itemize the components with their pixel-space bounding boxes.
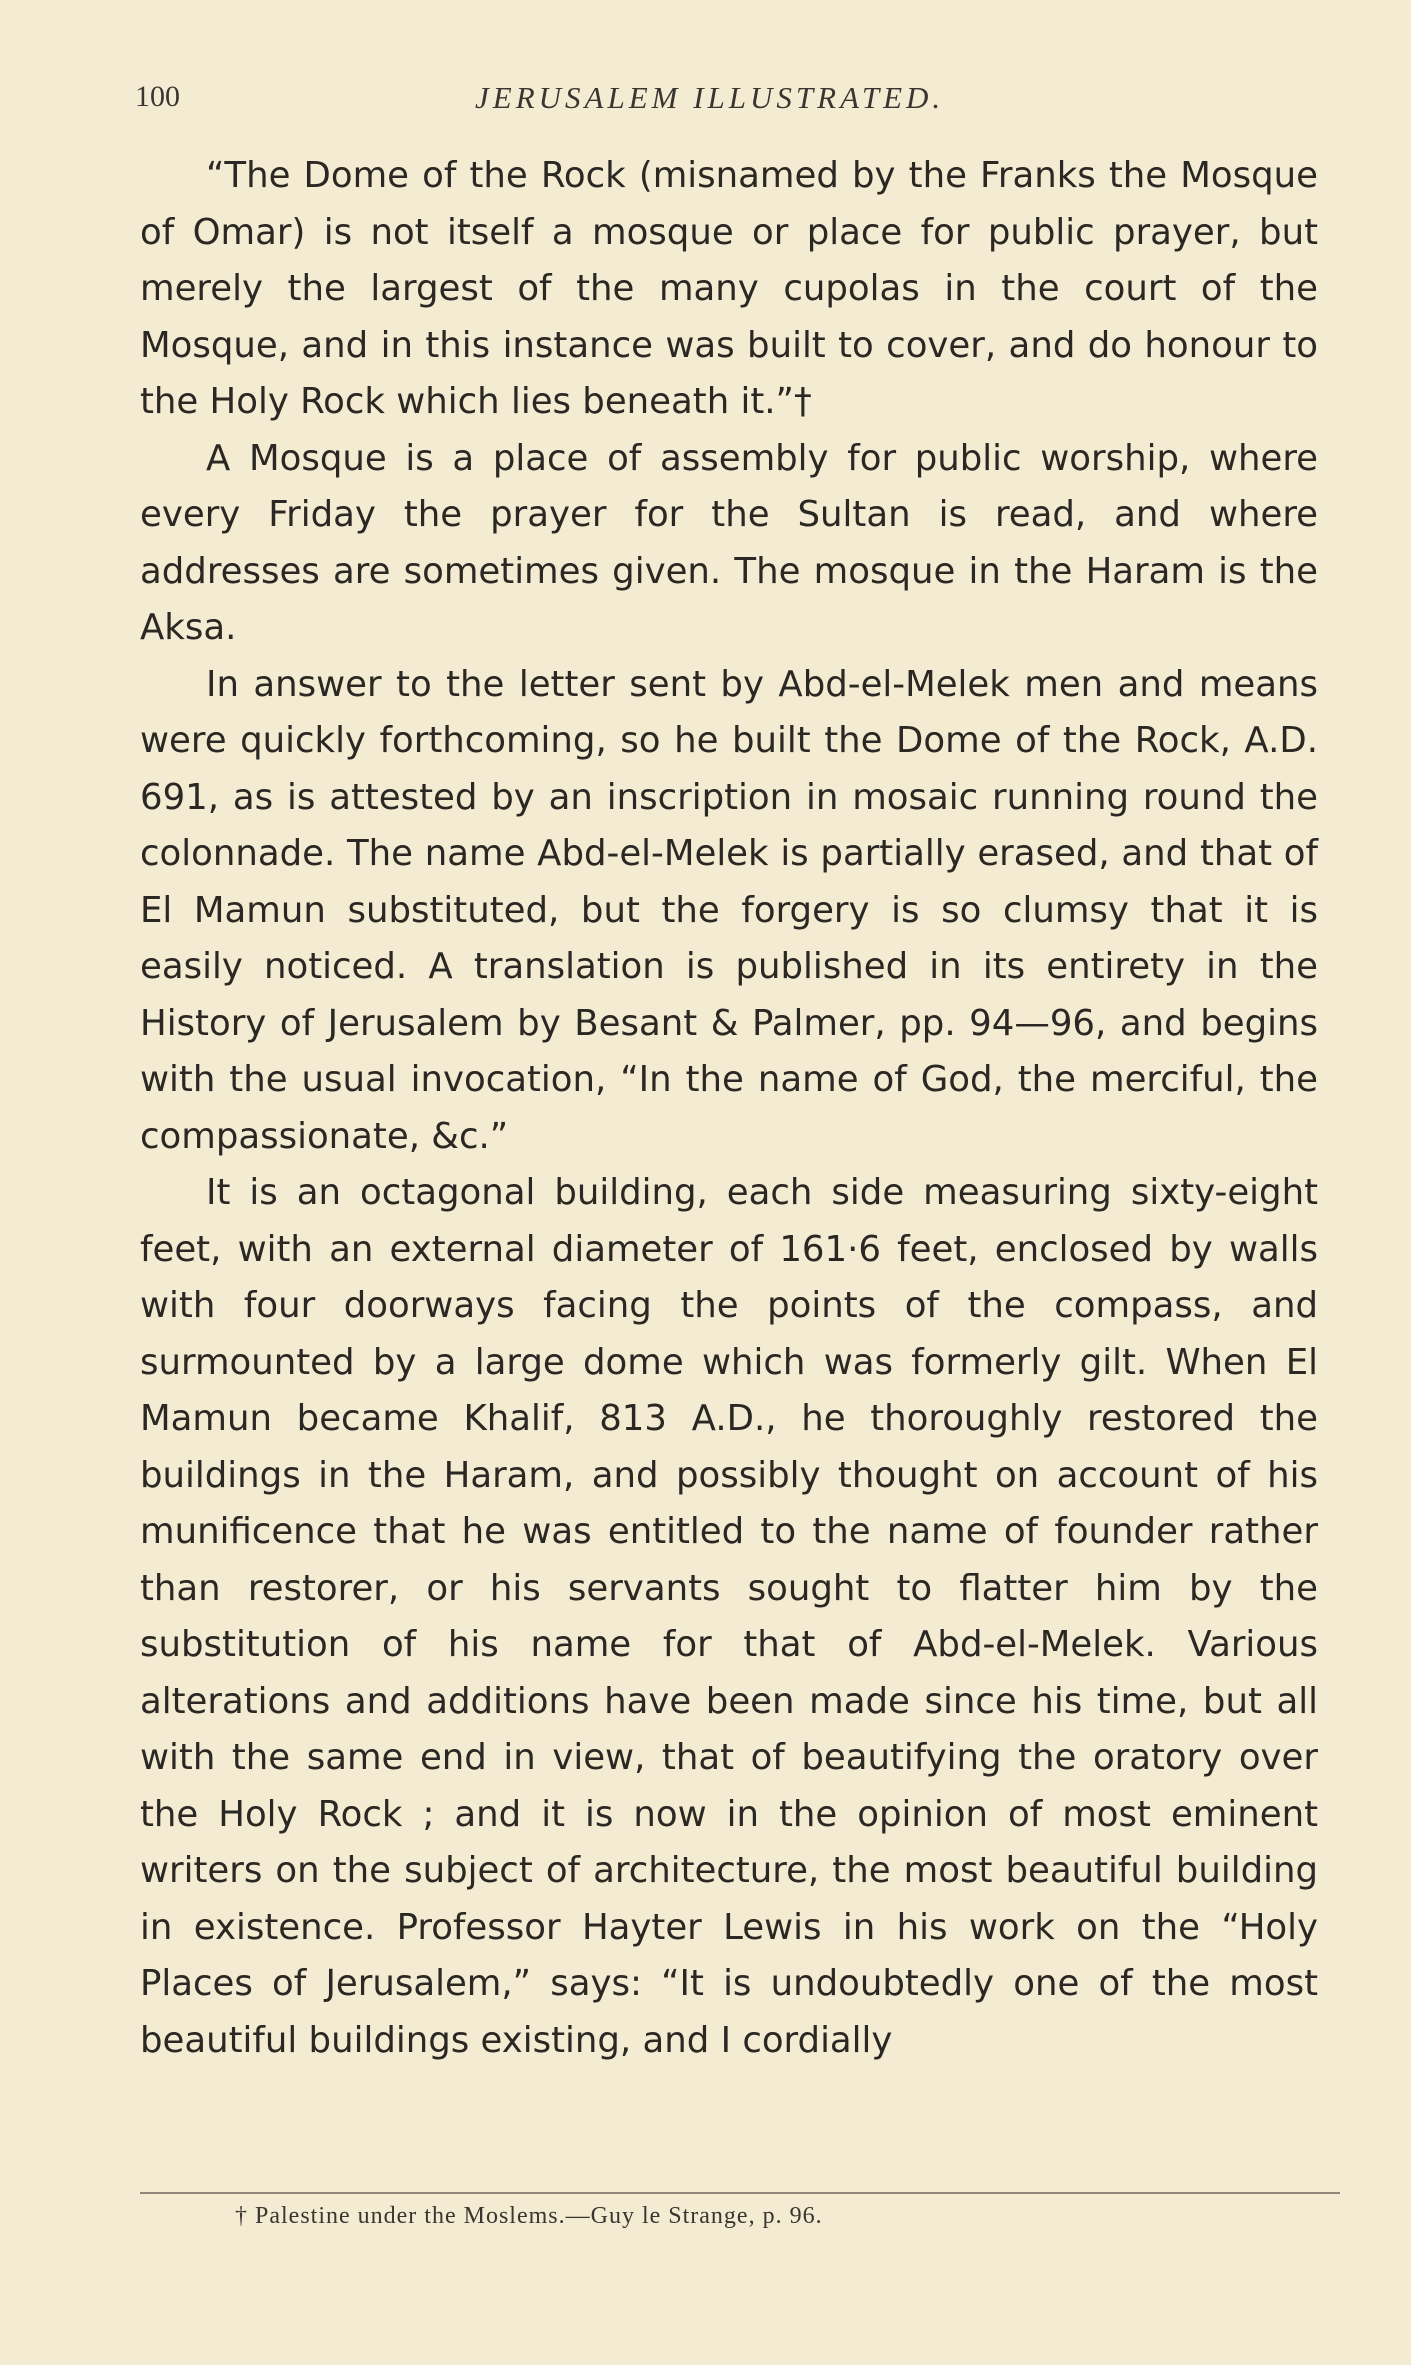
paragraph: A Mosque is a place of assembly for public worship, where every Friday the prayer for the Sultan is read, and where addresses are sometimes given. The mosque in the Haram is the Aksa. [140, 437, 1318, 648]
body-text [140, 148, 1318, 2069]
page-header [135, 80, 1345, 120]
footnote: † Palestine under the Moslems.—Guy le Strange, p. 96. [235, 2203, 823, 2229]
paragraph: It is an octagonal building, each side measuring sixty-eight feet, with an external diameter of 161·6 feet, enclosed by walls with four doorways facing the points of the compass, and surmounted by a large dome which was formerly gilt. When El Mamun became Khalif, 813 A.D., he thoroughly restored the buildings in the Haram, and possibly thought on account of his munificence that he was entitled to the name of founder rather than restorer, or his servants sought to flatter him by the substitution of his name for that of Abd-el-Melek. Various alterations and additions have been made since his time, but all with the same end in view, that of beautifying the oratory over the Holy Rock ; and it is now in the opinion of most eminent writers on the subject of architecture, the most beautiful building in existence. Professor Hayter Lewis in his work on the “Holy Places of Jerusalem,” says: “It is undoubtedly one of the most beautiful buildings existing, and I cordially [140, 1172, 1318, 2061]
paragraph: “The Dome of the Rock (misnamed by the Franks the Mosque of Omar) is not itself a mosque or place for public prayer, but merely the largest of the many cupolas in the court of the Mosque, and in this instance was built to cover, and do honour to the Holy Rock which lies beneath it.”† [140, 155, 1318, 422]
running-head: JERUSALEM ILLUSTRATED. [475, 80, 945, 115]
page-number: 100 [135, 80, 180, 113]
paragraph: In answer to the letter sent by Abd-el-Melek men and means were quickly forthcoming, so he built the Dome of the Rock, A.D. 691, as is attested by an inscription in mosaic running round the colonnade. The name Abd-el-Melek is partially erased, and that of El Mamun substituted, but the forgery is so clumsy that it is easily noticed. A translation is published in its entirety in the History of Jerusalem by Besant & Palmer, pp. 94—96, and begins with the usual invocation, “In the name of God, the merciful, the compassionate, &c.” [140, 663, 1318, 1157]
footnote-divider [140, 2192, 1340, 2194]
